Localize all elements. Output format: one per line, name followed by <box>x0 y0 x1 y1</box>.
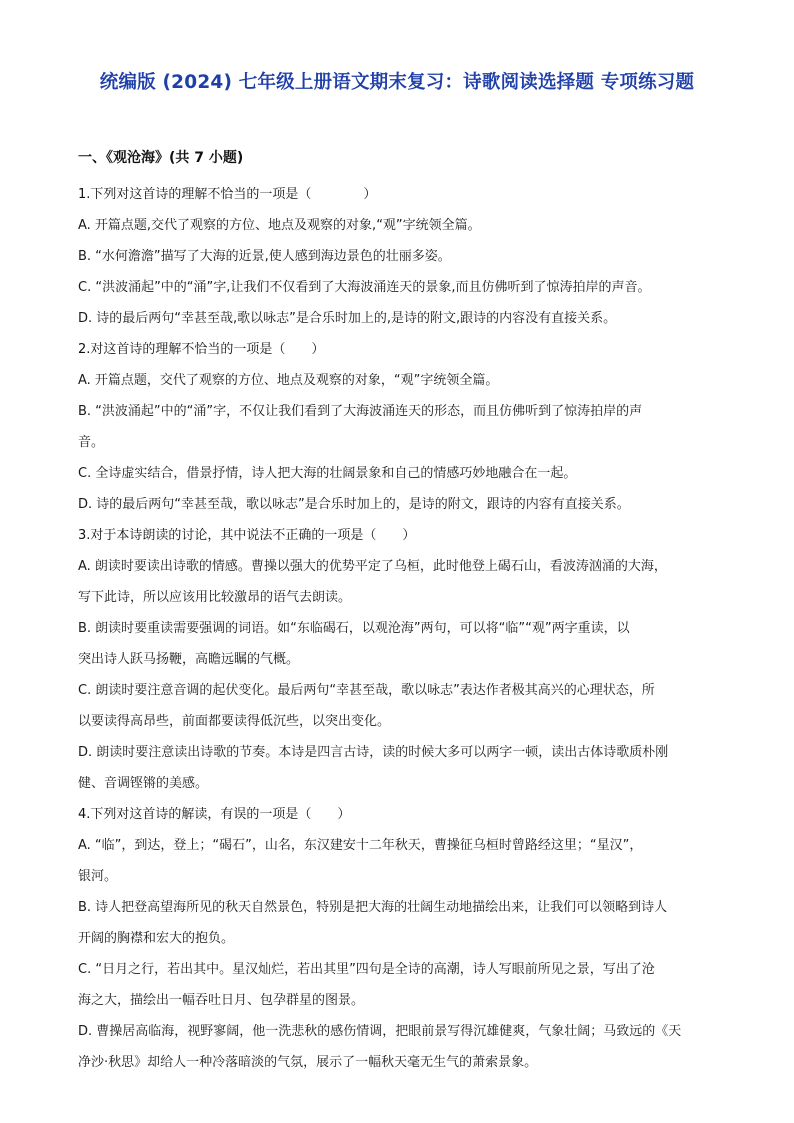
question-3-option-c-cont: 以要读得高昂些，前面都要读得低沉些，以突出变化。 <box>78 714 391 729</box>
question-4-stem: 4.下列对这首诗的解读，有误的一项是（ ） <box>78 807 351 822</box>
question-4-option-c-cont: 海之大，描绘出一幅吞吐日月、包孕群星的图景。 <box>78 993 365 1008</box>
question-2-option-c: C. 全诗虚实结合，借景抒情，诗人把大海的壮阔景象和自己的情感巧妙地融合在一起。 <box>78 466 577 481</box>
question-4-option-a-cont: 银河。 <box>78 869 118 884</box>
question-1-option-d: D. 诗的最后两句“幸甚至哉,歌以咏志”是合乐时加上的,是诗的附文,跟诗的内容没有直接关系。 <box>78 311 617 326</box>
question-3-stem: 3.对于本诗朗读的讨论，其中说法不正确的一项是（ ） <box>78 528 416 543</box>
question-list <box>78 179 716 1078</box>
question-1-option-a: A. 开篇点题,交代了观察的方位、地点及观察的对象,“观”字统领全篇。 <box>78 218 481 233</box>
question-4-option-b-cont: 开阔的胸襟和宏大的抱负。 <box>78 931 235 946</box>
question-1-stem: 1.下列对这首诗的理解不恰当的一项是（ ） <box>78 187 377 202</box>
question-1-option-b: B. “水何澹澹”描写了大海的近景,使人感到海边景色的壮丽多姿。 <box>78 249 451 264</box>
question-4-option-d-cont: 净沙·秋思》却给人一种冷落暗淡的气氛，展示了一幅秋天毫无生气的萧索景象。 <box>78 1055 538 1070</box>
question-2-option-d: D. 诗的最后两句“幸甚至哉，歌以咏志”是合乐时加上的，是诗的附文，跟诗的内容有直接关系。 <box>78 497 630 512</box>
question-3-option-b: B. 朗读时要重读需要强调的词语。如“东临碣石，以观沧海”两句，可以将“临”“观”两字重读，以 <box>78 621 630 636</box>
question-4-option-a: A. “临”，到达，登上；“碣石”，山名，东汉建安十二年秋天，曹操征乌桓时曾路经这里；“星汉”， <box>78 838 643 853</box>
question-2-stem: 2.对这首诗的理解不恰当的一项是（ ） <box>78 342 325 357</box>
question-3-option-a-cont: 写下此诗，所以应该用比较激昂的语气去朗读。 <box>78 590 352 605</box>
question-1-option-c: C. “洪波涌起”中的“涌”字,让我们不仅看到了大海波涌连天的景象,而且仿佛听到了惊涛拍岸的声音。 <box>78 280 651 295</box>
question-3-option-b-cont: 突出诗人跃马扬鞭，高瞻远瞩的气概。 <box>78 652 300 667</box>
document-title: 统编版 (2024) 七年级上册语文期末复习：诗歌阅读选择题 专项练习题 <box>99 72 695 93</box>
question-3-option-c: C. 朗读时要注意音调的起伏变化。最后两句“幸甚至哉，歌以咏志”表达作者极其高兴的心理状态，所 <box>78 683 655 698</box>
question-3-option-d-cont: 健、音调铿锵的美感。 <box>78 776 209 791</box>
question-3-option-d: D. 朗读时要注意读出诗歌的节奏。本诗是四言古诗，读的时候大多可以两字一顿，读出古体诗歌质朴刚 <box>78 745 669 760</box>
section-heading: 一、《观沧海》(共 7 小题) <box>78 150 244 166</box>
question-4-option-c: C. “日月之行，若出其中。星汉灿烂，若出其里”四句是全诗的高潮，诗人写眼前所见之景，写出了沧 <box>78 962 655 977</box>
question-4-option-b: B. 诗人把登高望海所见的秋天自然景色，特别是把大海的壮阔生动地描绘出来，让我们可以领略到诗人 <box>78 900 668 915</box>
question-2-option-b: B. “洪波涌起”中的“涌”字，不仅让我们看到了大海波涌连天的形态，而且仿佛听到了惊涛拍岸的声 <box>78 404 643 419</box>
question-3-option-a: A. 朗读时要读出诗歌的情感。曹操以强大的优势平定了乌桓，此时他登上碣石山，看波涛汹涌的大海， <box>78 559 667 574</box>
question-4-option-d: D. 曹操居高临海，视野寥阔，他一洗悲秋的感伤情调，把眼前景写得沉雄健爽，气象壮阔；马致远的《天 <box>78 1024 682 1039</box>
question-2-option-a: A. 开篇点题，交代了观察的方位、地点及观察的对象，“观”字统领全篇。 <box>78 373 499 388</box>
question-2-option-b-cont: 音。 <box>78 435 105 450</box>
